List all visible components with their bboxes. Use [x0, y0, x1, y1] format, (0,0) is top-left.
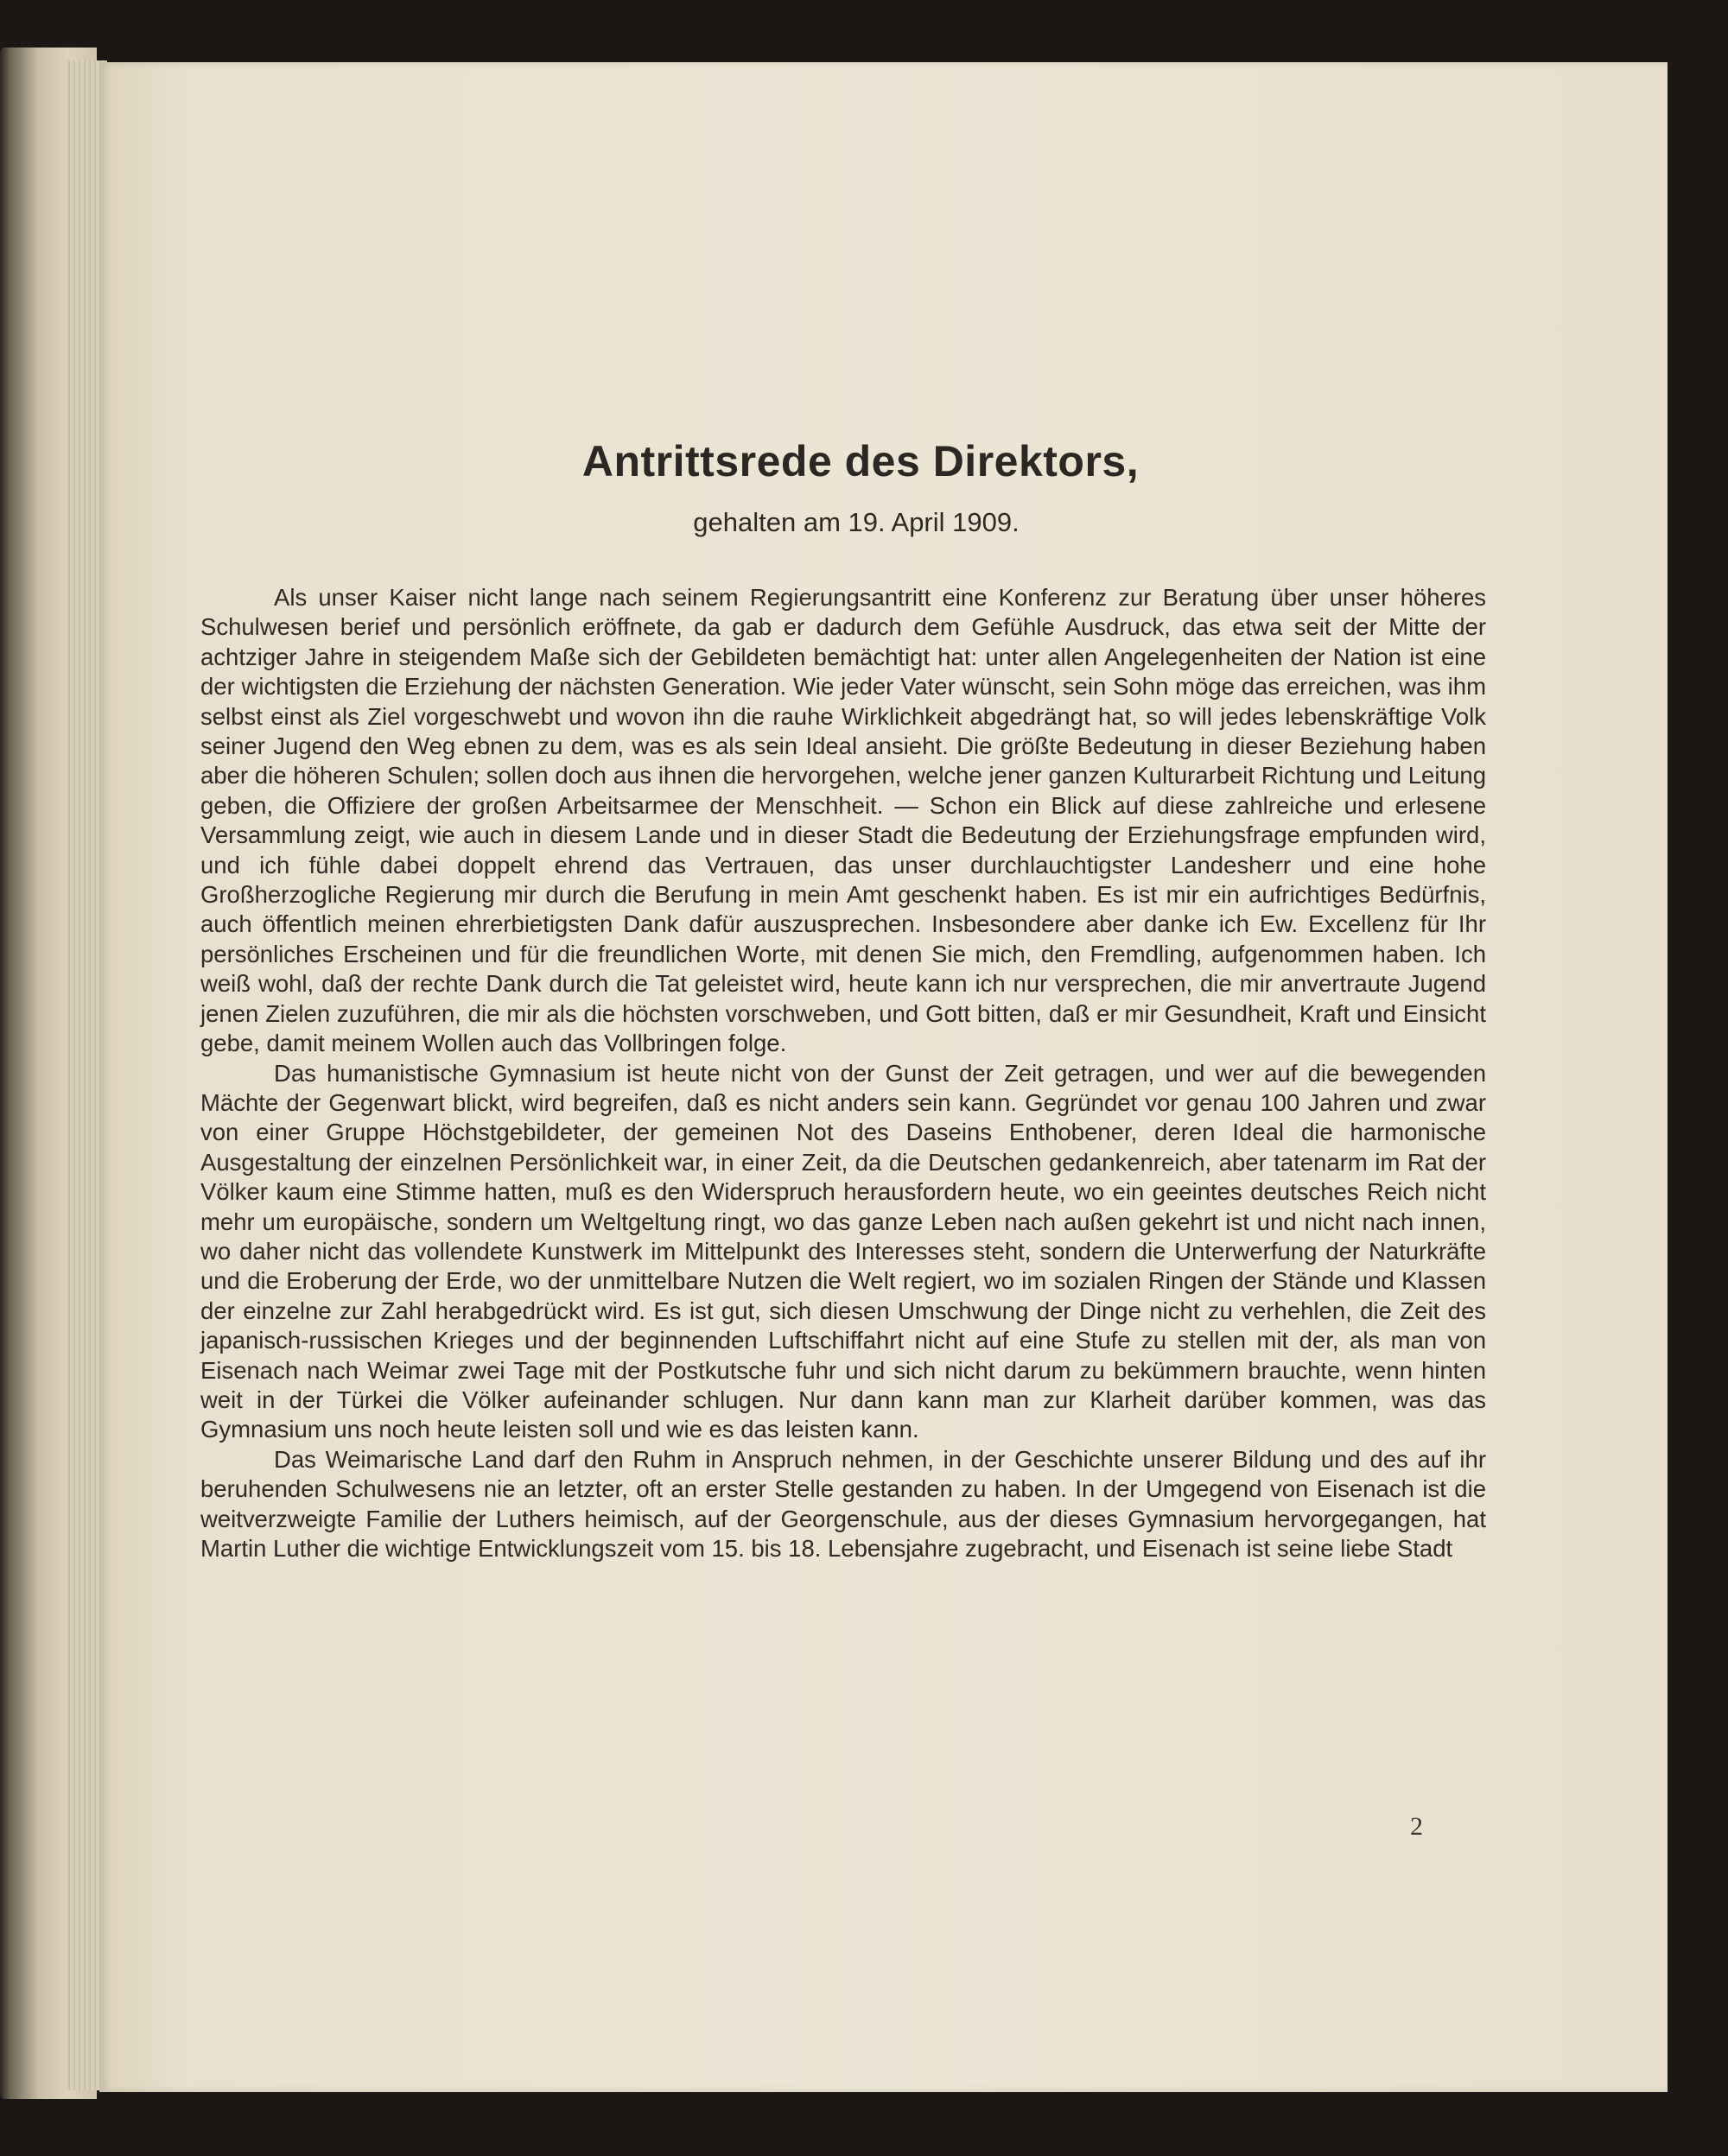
- page-title: Antrittsrede des Direktors,: [581, 437, 1140, 485]
- page-content: [200, 436, 1486, 1563]
- paragraph-2: Das humanistische Gymnasium ist heute nicht von der Gunst der Zeit getragen, und wer auf die bewegenden Mächte der Gegenwart blickt, wird begreifen, daß es nicht anders sein kann. Gegründet vor genau 100 Jahren und zwar von einer Gruppe Höchstgebildeter, der gemeinen Not des Daseins Enthobener, deren Ideal die harmonische Ausgestaltung der einzelnen Persönlichkeit war, in einer Zeit, da die Deutschen gedankenreich, aber tatenarm im Rat der Völker kaum eine Stimme hatten, muß es den Widerspruch herausfordern heute, wo ein geeintes deutsches Reich nicht mehr um europäische, sondern um Weltgeltung ringt, wo das ganze Leben nach außen gekehrt ist und nicht nach innen, wo daher nicht das vollendete Kunstwerk im Mittelpunkt des Interesses steht, sondern die Unterwerfung der Naturkräfte und die Eroberung der Erde, wo der unmittelbare Nutzen die Welt regiert, wo im sozialen Ringen der Stände und Klassen der einzelne zur Zahl herabgedrückt wird. Es ist gut, sich diesen Umschwung der Dinge nicht zu verhehlen, die Zeit des japanisch-russischen Krieges und der beginnenden Luftschiffahrt nicht auf eine Stufe zu stellen mit der, als man von Eisenach nach Weimar zwei Tage mit der Postkutsche fuhr und sich nicht darum zu bekümmern brauchte, wenn hinten weit in der Türkei die Völker aufeinander schlugen. Nur dann kann man zur Klarheit darüber kommen, was das Gymnasium uns noch heute leisten soll und wie es das leisten kann.: [200, 1059, 1486, 1443]
- paragraph-3: Das Weimarische Land darf den Ruhm in Anspruch nehmen, in der Geschichte unserer Bildung und des auf ihr beruhenden Schulwesens nie an letzter, oft an erster Stelle gestanden zu haben. In der Umgegend von Eisenach ist die weitverzweigte Familie der Luthers heimisch, auf der Georgenschule, aus der dieses Gymnasium hervorgegangen, hat Martin Luther die wichtige Entwicklungszeit vom 15. bis 18. Lebensjahre zugebracht, und Eisenach ist seine liebe Stadt: [200, 1445, 1486, 1562]
- paragraph-1: Als unser Kaiser nicht lange nach seinem Regierungsantritt eine Konferenz zur Beratung über unser höheres Schulwesen berief und persönlich eröffnete, da gab er dadurch dem Gefühle Ausdruck, das etwa seit der Mitte der achtziger Jahre in steigendem Maße sich der Gebildeten bemächtigt hat: unter allen Angelegenheiten der Nation ist eine der wichtigsten die Erziehung der nächsten Generation. Wie jeder Vater wünscht, sein Sohn möge das erreichen, was ihm selbst einst als Ziel vorgeschwebt und wovon ihn die rauhe Wirklichkeit abgedrängt hat, so will jedes lebenskräftige Volk seiner Jugend den Weg ebnen zu dem, was es als sein Ideal ansieht. Die größte Bedeutung in dieser Beziehung haben aber die höheren Schulen; sollen doch aus ihnen die hervorgehen, welche jener ganzen Kulturarbeit Richtung und Leitung geben, die Offiziere der großen Arbeitsarmee der Menschheit. — Schon ein Blick auf diese zahlreiche und erlesene Versammlung zeigt, wie auch in diesem Lande und in dieser Stadt die Bedeutung der Erziehungsfrage empfunden wird, und ich fühle dabei doppelt ehrend das Vertrauen, das unser durchlauchtigster Landesherr und eine hohe Großherzogliche Regierung mir durch die Berufung in mein Amt geschenkt haben. Es ist mir ein aufrichtiges Bedürfnis, auch öffentlich meinen ehrerbietigsten Dank dafür auszusprechen. Insbesondere aber danke ich Ew. Excellenz für Ihr persönliches Erscheinen und für die freundlichen Worte, mit denen Sie mich, den Fremdling, aufgenommen haben. Ich weiß wohl, daß der rechte Dank durch die Tat geleistet wird, heute kann ich nur versprechen, die mir anvertraute Jugend jenen Zielen zuzuführen, die mir als die höchsten vorschweben, und Gott bitten, daß er mir Gesundheit, Kraft und Einsicht gebe, damit meinem Wollen auch das Vollbringen folge.: [200, 584, 1486, 1057]
- page-number: 2: [1410, 1812, 1423, 1841]
- page-subtitle: gehalten am 19. April 1909.: [693, 507, 1020, 537]
